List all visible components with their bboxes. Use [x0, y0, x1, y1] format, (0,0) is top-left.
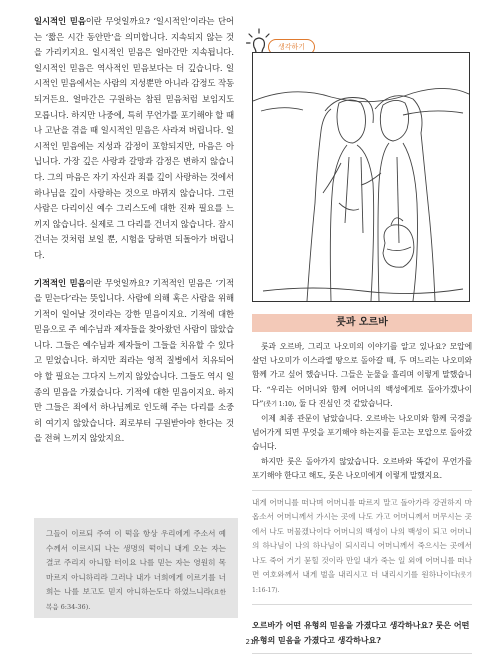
- title-bar: [252, 314, 472, 332]
- divider: [252, 653, 472, 654]
- story-paragraph-3: 하지만 룻은 돌아가지 않았습니다. 오르바와 똑같이 무언가를 포기해야 한다고 해도, 룻은 나오미에게 이렇게 말했지요.: [252, 456, 472, 480]
- two-women-drawing: [253, 53, 470, 302]
- left-column: [34, 14, 234, 447]
- temporary-faith-term: 일시적인 믿음: [34, 16, 86, 26]
- ruth-scripture-quote: [252, 490, 472, 605]
- miraculous-faith-text: 이란 무엇일까요? 기적적인 믿음은 ‘기적을 믿는다’라는 뜻입니다. 사람에 의해 혹은 사람을 위해 기적이 일어날 것이라는 강한 믿음이지요. 기적에 대한 믿음으로 주 예수님과 제자들을 찾아왔던 사람이 많았습니다. 그들은 예수님과 제자들이 그들을 치유할 수 있다고 믿었습니다. 하지만 죄라는 영적 질병에서 치유되어야 할 필요는 그다지 느끼지 않았습니다. 그들도 역시 일종의 믿음을 가졌습니다. 기적에 대한 믿음이지요. 하지만 그들은 죄에서 하나님께로 인도해 주는 다리를 소중히 여기지 않았습니다. 죄로부터 구원받아야 한다는 것을 전혀 느끼지 않았지요.: [34, 277, 235, 444]
- story-paragraph-2: 이제 최종 관문이 남았습니다. 오르바는 나오미와 함께 국경을 넘어가게 되면 무엇을 포기해야 하는지를 듣고는 모압으로 돌아갔습니다.: [252, 414, 472, 452]
- page-number: 21: [245, 638, 255, 646]
- john-scripture-box: [34, 518, 238, 618]
- ruth-scripture-ref: (룻기 1:16-17).: [252, 572, 472, 595]
- question-text: 오르바가 어떤 유형의 믿음을 가졌다고 생각하나요? 룻은 어떤 유형의 믿음을 가졌다고 생각하나요?: [252, 620, 470, 645]
- ruth-scripture-text: 내게 어머니를 떠나며 어머니를 따르지 말고 돌아가라 강권하지 마옵소서 어머니께서 가시는 곳에 나도 가고 어머니께서 머무시는 곳에서 나도 머물겠나이다 어머니의 백성이 나의 백성이 되고 어머니의 하나님이 나의 하나님이 되시리니 어머니께서 죽으시는 곳에서 나도 죽어 거기 묻힐 것이라 만일 내가 죽는 일 외에 어머니를 떠나면 여호와께서 내게 벌을 내리시고 더 내리시기를 원하나이다(룻기 1:16-17).: [252, 498, 472, 595]
- story-title: 룻과 오르바: [336, 317, 388, 328]
- temporary-faith-paragraph: [34, 14, 234, 264]
- think-label: 생각하기: [268, 39, 315, 55]
- miraculous-faith-term: 기적적인 믿음: [34, 277, 86, 288]
- temporary-faith-text: 이란 무엇일까요? ‘일시적인’이라는 단어는 ‘짧은 시간 동안만’을 의미합니다. 지속되지 않는 것을 가리키지요. 일시적인 믿음은 얼마간만 지속됩니다. 일시적인 믿음은 역사적인 믿음보다는 더 깊습니다. 일시적인 믿음에서는 사람의 지성뿐만 아니라 감정도 작동되거든요. 얼마간은 구원하는 참된 믿음처럼 보임지도 모릅니다. 하지만 나중에, 특히 무언가를 포기해야 할 때나 고난을 겪을 때 일시적인 믿음은 사라져 버립니다. 일시적인 믿음에는 지성과 감정이 포함되지만, 마음은 아닙니다. 가장 깊은 사랑과 갈망과 감정은 변하지 않습니다. 그의 마음은 자기 자신과 죄를 깊이 사랑하는 것에서 하나님을 깊이 사랑하는 것으로 바뀌지 않습니다. 그런 사람은 다리이신 예수 그리스도에 대한 진짜 필요를 느끼지 않습니다. 실제로 그 다리를 건너지 않습니다. 잠시 건너는 것처럼 보일 뿐, 시험을 당하면 되돌아가 버립니다.: [34, 16, 234, 260]
- john-scripture-text: 그들이 이르되 주여 이 떡을 항상 우리에게 주소서 예수께서 이르시되 나는 생명의 떡이니 내게 오는 자는 결코 주리지 아니할 터이요 나를 믿는 자는 영원히 목마르지 아니하리라 그러나 내가 너희에게 이르기를 너희는 나를 보고도 믿지 아니하는도다 하였느니라(요한복음 6:34-36).: [46, 529, 226, 611]
- story-ref-1: (룻기 1:10): [263, 400, 295, 408]
- miraculous-faith-paragraph: [34, 276, 234, 448]
- story-text: [252, 340, 472, 483]
- john-scripture-ref: (요한복음 6:34-36).: [46, 588, 226, 611]
- ruth-orpah-illustration: [252, 52, 470, 302]
- story-paragraph-1: 룻과 오르바, 그리고 나오미의 이야기를 알고 있나요? 모압에 살던 나오미가 이스라엘 땅으로 돌아갈 때, 두 며느리는 나오미와 함께 가고 싶어 했습니다. 그들은 눈물을 흘리며 이렇게 말했습니다. “우리는 어머니와 함께 어머니의 백성에게로 돌아가겠나이다”(룻기 1:10), 둘 다 진심인 것 같았습니다.: [252, 342, 472, 408]
